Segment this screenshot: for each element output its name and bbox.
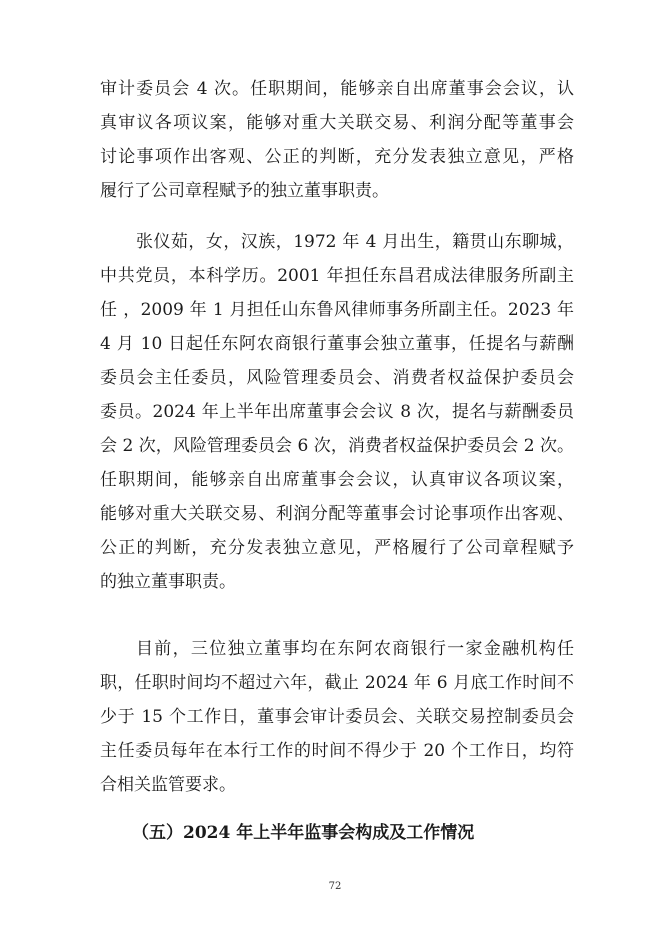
text-line: 履行了公司章程赋予的独立董事职责。	[100, 181, 389, 201]
text-line: 审计委员会 4 次。任职期间，能够亲自出席董事会会议，认	[100, 79, 574, 99]
paragraph-1	[100, 72, 574, 208]
text-line: 会 2 次，风险管理委员会 6 次，消费者权益保护委员会 2 次。	[100, 436, 574, 456]
paragraph-3	[100, 632, 574, 802]
text-line: 目前，三位独立董事均在东阿农商银行一家金融机构任	[136, 639, 574, 659]
text-line: 张仪茹，女，汉族，1972 年 4 月出生，籍贯山东聊城，	[136, 232, 574, 252]
text-line: 少于 15 个工作日，董事会审计委员会、关联交易控制委员会	[100, 707, 574, 727]
page-number: 72	[328, 881, 342, 892]
text-line: 中共党员，本科学历。2001 年担任东昌君成法律服务所副主	[100, 266, 574, 286]
text-line: 委员会主任委员，风险管理委员会、消费者权益保护委员会	[100, 368, 574, 388]
text-line: 4 月 10 日起任东阿农商银行董事会独立董事，任提名与薪酬	[100, 334, 574, 354]
text-line: 公正的判断，充分发表独立意见，严格履行了公司章程赋予	[100, 538, 574, 558]
text-line: 能够对重大关联交易、利润分配等董事会讨论事项作出客观、	[100, 504, 574, 524]
section-heading: （五）2024 年上半年监事会构成及工作情况	[132, 823, 475, 843]
text-line: 合相关监管要求。	[100, 775, 236, 795]
text-line: 任职期间，能够亲自出席董事会会议，认真审议各项议案，	[100, 470, 574, 490]
text-line: 任 ，2009 年 1 月担任山东鲁风律师事务所副主任。2023 年	[100, 300, 574, 320]
text-line: 主任委员每年在本行工作的时间不得少于 20 个工作日，均符	[100, 741, 574, 761]
text-line: 的独立董事职责。	[100, 572, 236, 592]
text-line: 职，任职时间均不超过六年，截止 2024 年 6 月底工作时间不	[100, 673, 574, 693]
text-line: 讨论事项作出客观、公正的判断，充分发表独立意见，严格	[100, 147, 574, 167]
paragraph-2	[100, 225, 574, 599]
text-line: 委员。2024 年上半年出席董事会会议 8 次，提名与薪酬委员	[100, 402, 574, 422]
text-line: 真审议各项议案，能够对重大关联交易、利润分配等董事会	[100, 113, 574, 133]
